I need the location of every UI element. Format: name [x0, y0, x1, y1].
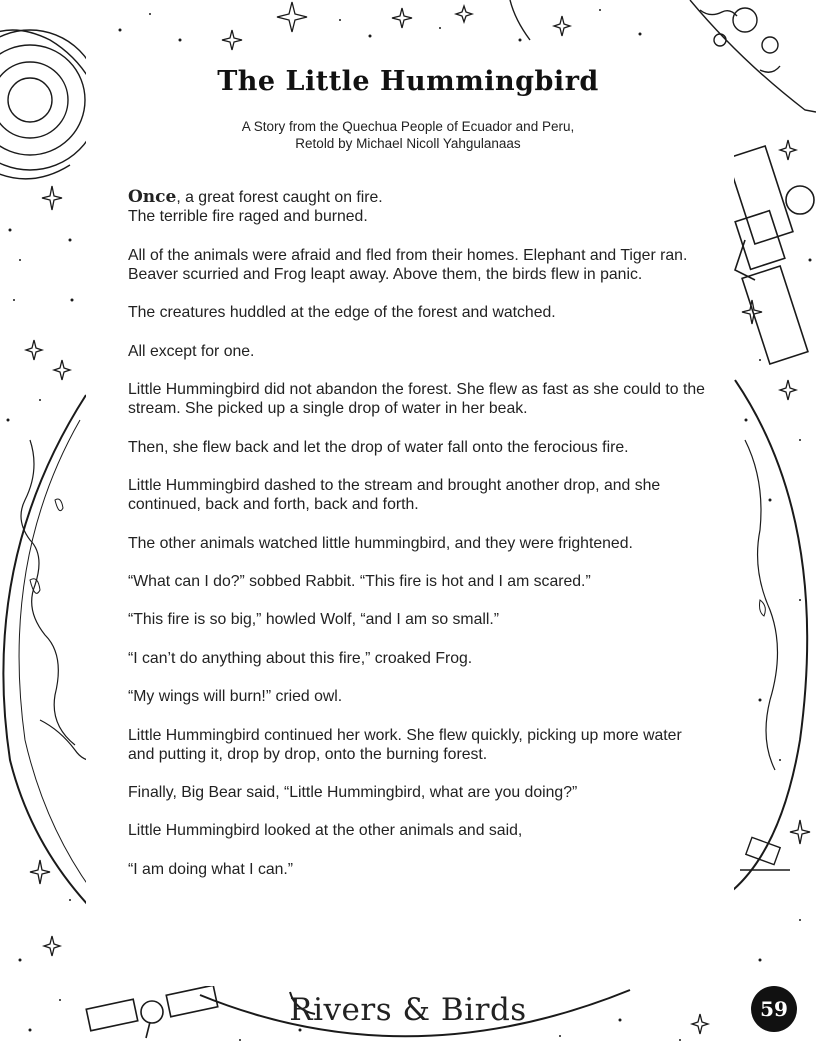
story-attribution — [86, 118, 730, 152]
story-paragraph: Little Hummingbird looked at the other animals and said, — [128, 822, 523, 840]
opening-word: Once — [128, 187, 177, 207]
satellite-right-illustration — [727, 146, 814, 364]
opening-line-b: The terrible fire raged and burned. — [128, 208, 368, 226]
attribution-line-2: Retold by Michael Nicoll Yahgulanaas — [295, 136, 521, 151]
opening-line-a: , a great forest caught on fire. — [176, 189, 383, 206]
story-paragraph: The creatures huddled at the edge of the forest and watched. — [128, 304, 556, 322]
story-paragraph: “I can’t do anything about this fire,” croaked Frog. — [128, 649, 473, 667]
story-paragraph: Little Hummingbird dashed to the stream and brought another drop, and she continued, back and forth, back and forth. — [128, 476, 661, 514]
sun-illustration — [0, 30, 100, 179]
story-paragraph: “My wings will burn!” cried owl. — [128, 688, 343, 706]
attribution-line-1: A Story from the Quechua People of Ecuador and Peru, — [241, 119, 575, 134]
page-number-badge: 59 — [751, 986, 797, 1032]
story-paragraph: All of the animals were afraid and fled from their homes. Elephant and Tiger ran. Beaver scurried and Frog leapt away. Above them, the birds flew in panic. — [128, 246, 688, 283]
book-title-footer: Rivers & Birds — [289, 992, 527, 1028]
story-paragraph: All except for one. — [128, 342, 255, 360]
satellite-left-illustration — [86, 985, 218, 1038]
story-paragraph: Then, she flew back and let the drop of water fall onto the ferocious fire. — [128, 438, 629, 456]
story-body — [128, 188, 708, 898]
story-paragraph: Finally, Big Bear said, “Little Hummingbird, what are you doing?” — [128, 784, 578, 802]
story-paragraph: “What can I do?” sobbed Rabbit. “This fire is hot and I am scared.” — [128, 572, 591, 590]
story-paragraph: “This fire is so big,” howled Wolf, “and I am so small.” — [128, 611, 500, 629]
story-paragraph: Little Hummingbird continued her work. She flew quickly, picking up more water and putting it, drop by drop, onto the burning forest. — [128, 726, 682, 763]
page-title: The Little Hummingbird — [217, 66, 599, 97]
story-paragraph-opening — [128, 188, 708, 226]
probe-illustration — [740, 837, 790, 870]
story-paragraph: The other animals watched little hummingbird, and they were frightened. — [128, 534, 633, 552]
story-paragraph: “I am doing what I can.” — [128, 860, 294, 878]
story-paragraph: Little Hummingbird did not abandon the forest. She flew as fast as she could to the stream. She picked up a single drop of water in her beak. — [128, 380, 705, 418]
